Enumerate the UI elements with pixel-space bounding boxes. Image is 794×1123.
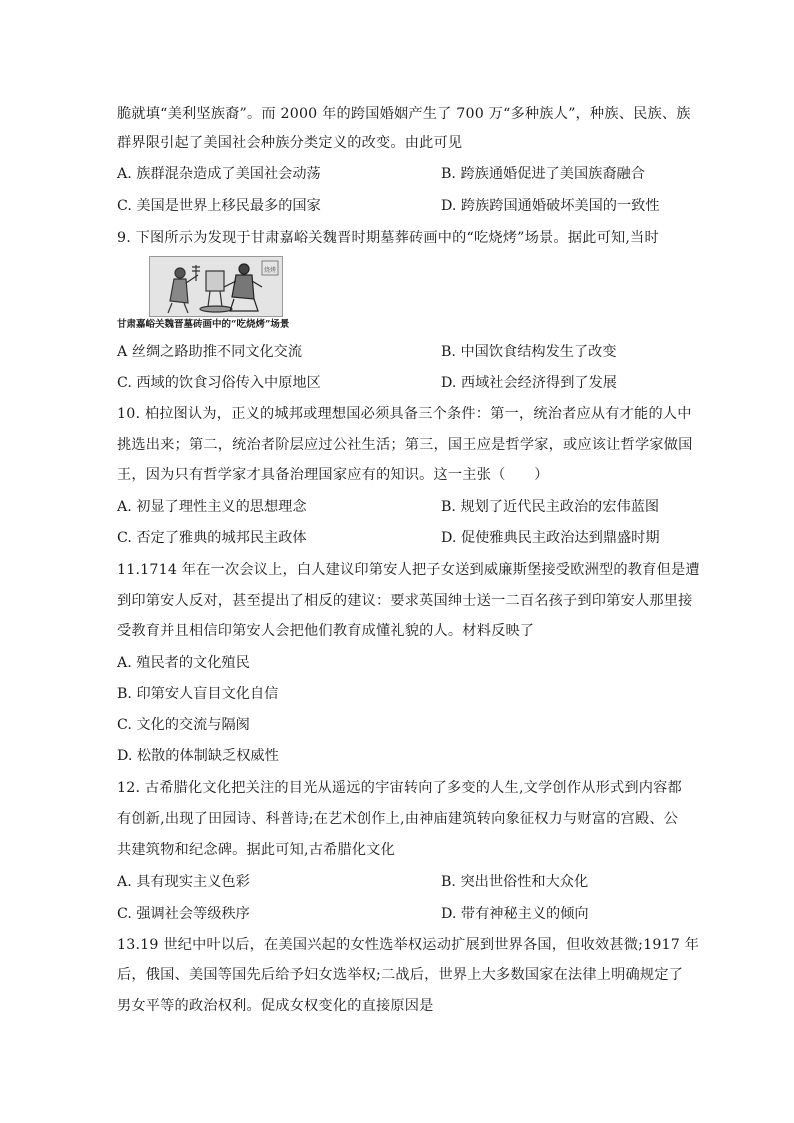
- q12-stem-line-2: 有创新,出现了田园诗、科普诗;在艺术创作上,由神庙建筑转向象征权力与财富的宫殿、公: [117, 811, 679, 827]
- q11-stem-line-1: 11.1714 年在一次会议上，白人建议印第安人把子女送到威廉斯堡接受欧洲型的教育但是遭: [117, 562, 700, 578]
- q9-option-a[interactable]: A 丝绸之路助推不同文化交流: [117, 344, 303, 360]
- q8-stem-line-1: 脆就填“美利坚族裔”。而 2000 年的跨国婚姻产生了 700 万“多种族人”，种族、民族、族: [117, 106, 691, 122]
- q10-option-d[interactable]: D. 促使雅典民主政治达到鼎盛时期: [441, 530, 660, 546]
- q11-option-a[interactable]: A. 殖民者的文化殖民: [117, 655, 250, 671]
- q10-option-b[interactable]: B. 规划了近代民主政治的宏伟蓝图: [441, 499, 660, 515]
- q12-option-c[interactable]: C. 强调社会等级秩序: [117, 906, 250, 922]
- q13-stem-line-2: 后，俄国、美国等国先后给予妇女选举权;二战后，世界上大多数国家在法律上明确规定了: [117, 967, 684, 983]
- q10-option-a[interactable]: A. 初显了理性主义的思想理念: [117, 499, 307, 515]
- q8-option-d[interactable]: D. 跨族跨国通婚破坏美国的一致性: [441, 198, 660, 214]
- figure-caption: 甘肃嘉峪关魏晋墓砖画中的“吃烧烤”场景: [117, 319, 290, 330]
- seal-text: 烧烤: [264, 267, 277, 274]
- q8-option-b[interactable]: B. 跨族通婚促进了美国族裔融合: [441, 166, 645, 182]
- q9-option-d[interactable]: D. 西域社会经济得到了发展: [441, 375, 617, 391]
- q9-option-c[interactable]: C. 西域的饮食习俗传入中原地区: [117, 375, 321, 391]
- q8-stem-line-2: 群界限引起了美国社会种族分类定义的改变。由此可见: [117, 135, 463, 151]
- q12-option-d[interactable]: D. 带有神秘主义的倾向: [441, 906, 589, 922]
- q12-option-b[interactable]: B. 突出世俗性和大众化: [441, 874, 589, 890]
- q8-option-a[interactable]: A. 族群混杂造成了美国社会动荡: [117, 166, 321, 182]
- q10-option-c[interactable]: C. 否定了雅典的城邦民主政体: [117, 530, 307, 546]
- q11-stem-line-3: 受教育并且相信印第安人会把他们教育成懂礼貌的人。材料反映了: [117, 623, 535, 639]
- q10-stem-line-1: 10. 柏拉图认为，正义的城邦或理想国必须具备三个条件：第一，统治者应从有才能的人中: [117, 406, 692, 422]
- q13-stem-line-3: 男女平等的政治权利。促成女权变化的直接原因是: [117, 998, 434, 1014]
- q10-stem-line-2: 挑选出来；第二，统治者阶层应过公社生活；第三，国王应是哲学家，或应该让哲学家做国: [117, 437, 693, 453]
- brick-painting-illustration: [150, 257, 282, 316]
- q8-option-c[interactable]: C. 美国是世界上移民最多的国家: [117, 198, 321, 214]
- q11-option-c[interactable]: C. 文化的交流与隔阂: [117, 717, 250, 733]
- q11-stem-line-2: 到印第安人反对，甚至提出了相反的建议：要求英国绅士送一二百名孩子到印第安人那里接: [117, 593, 693, 609]
- q11-option-d[interactable]: D. 松散的体制缺乏权威性: [117, 748, 279, 764]
- q11-option-b[interactable]: B. 印第安人盲目文化自信: [117, 686, 279, 702]
- q12-option-a[interactable]: A. 具有现实主义色彩: [117, 874, 250, 890]
- q10-stem-line-3: 王，因为只有哲学家才具备治理国家应有的知识。这一主张（ ）: [117, 467, 549, 483]
- q12-stem-line-3: 共建筑物和纪念碑。据此可知,古希腊化文化: [117, 842, 396, 858]
- q13-stem-line-1: 13.19 世纪中叶以后，在美国兴起的女性选举权运动扩展到世界各国，但收效甚微;1917 年: [117, 937, 700, 953]
- q9-option-b[interactable]: B. 中国饮食结构发生了改变: [441, 344, 617, 360]
- q12-stem-line-1: 12. 古希腊化文化把关注的目光从遥远的宇宙转向了多变的人生,文学创作从形式到内容都: [117, 780, 682, 796]
- q9-stem-line-1: 9. 下图所示为发现于甘肃嘉峪关魏晋时期墓葬砖画中的“吃烧烤”场景。据此可知,当时: [117, 230, 659, 246]
- tomb-brick-painting-image: [149, 256, 283, 317]
